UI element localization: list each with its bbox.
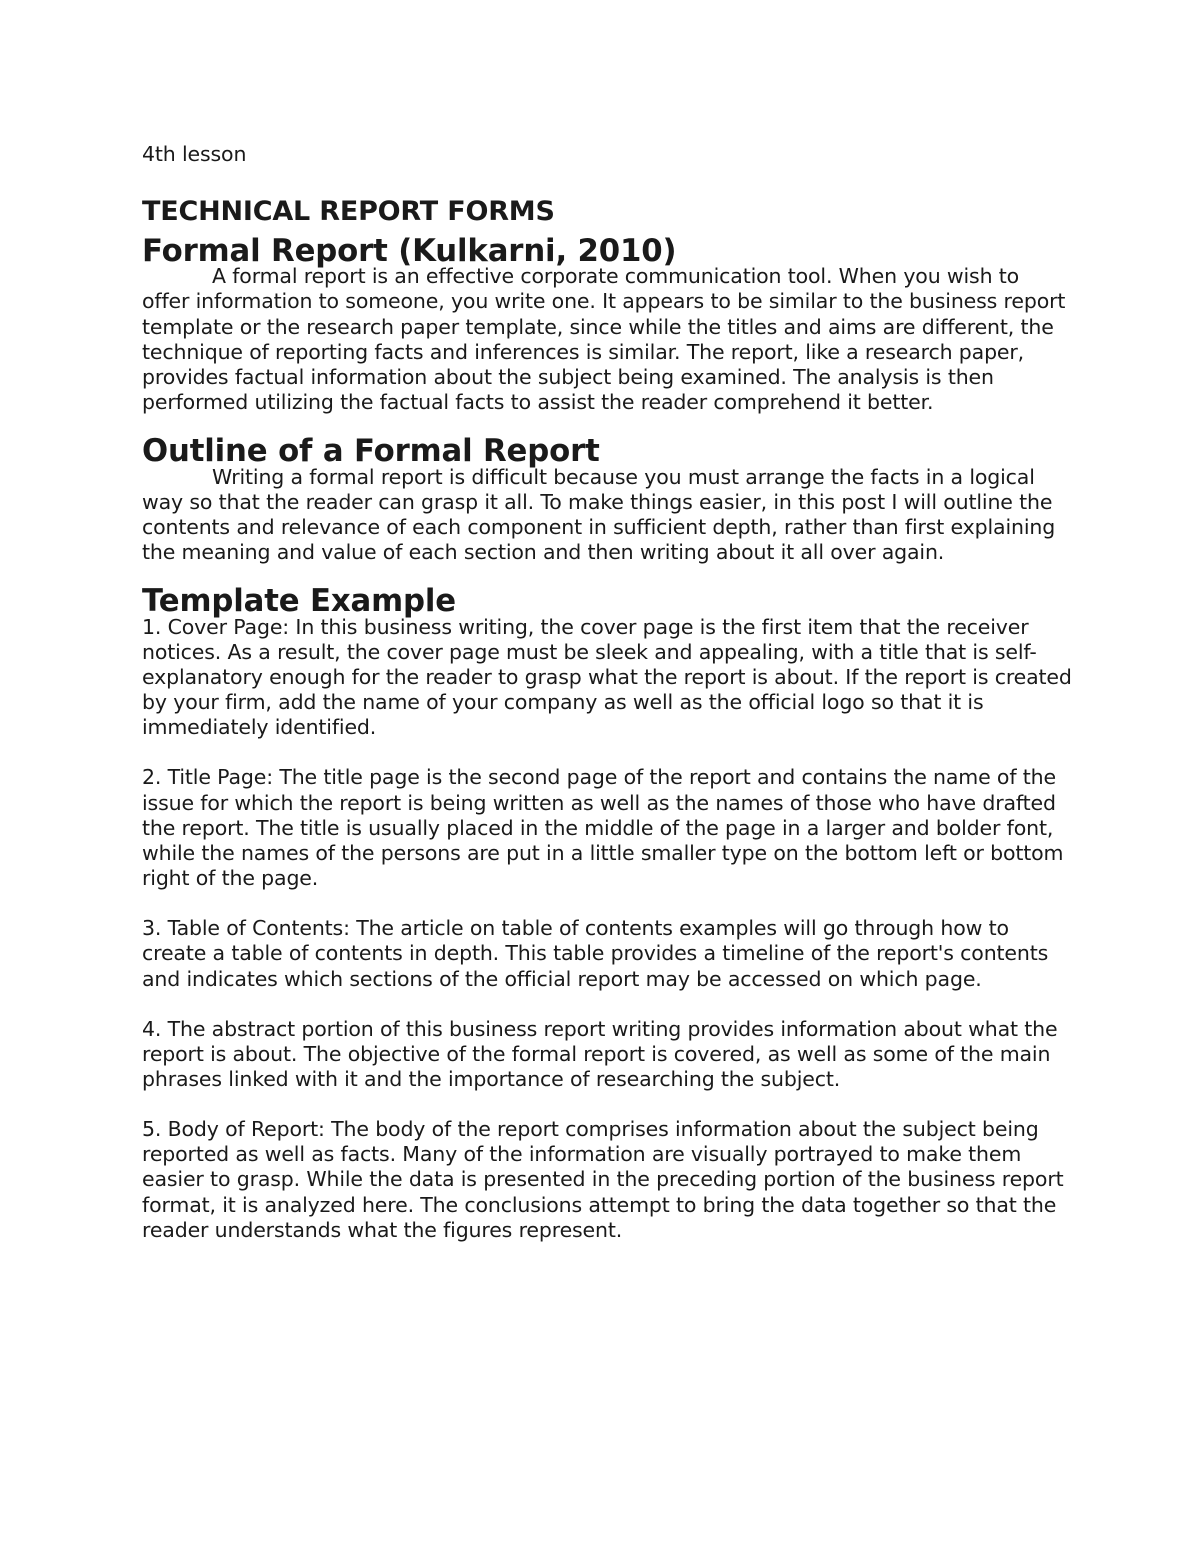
- list-item-abstract: 4. The abstract portion of this business report writing provides information about what the report is about. The objective of the formal report is covered, as well as some of the main phrases linked with it and the importance of researching the subject.: [142, 1016, 1058, 1092]
- list-item-cover-page: 1. Cover Page: In this business writing, the cover page is the first item that the receiver notices. As a result, the cover page must be sleek and appealing, with a title that is self-explanatory enough for the reader to grasp what the report is about. If the report is created by your firm, add the name of your company as well as the official logo so that it is immediately identified.: [142, 614, 1072, 740]
- section-heading-template-example: Template Example: [142, 583, 456, 620]
- list-item-body-of-report: 5. Body of Report: The body of the report comprises information about the subject being reported as well as facts. Many of the information are visually portrayed to make them easier to grasp. While the data is presented in the preceding portion of the business report format, it is analyzed here. The conclusions attempt to bring the data together so that the reader understands what the figures represent.: [142, 1117, 1064, 1242]
- template-example-list: [142, 615, 1072, 1243]
- lesson-label: 4th lesson: [142, 142, 247, 166]
- section-heading-outline: Outline of a Formal Report: [142, 433, 600, 470]
- section-heading-formal-report: Formal Report (Kulkarni, 2010): [142, 233, 677, 269]
- section-body-formal-report: A formal report is an effective corporate communication tool. When you wish to offer information to someone, you write one. It appears to be similar to the business report template or the research paper template, since while the titles and aims are different, the technique of reporting facts and inferences is similar. The report, like a research paper, provides factual information about the subject being examined. The analysis is then performed utilizing the factual facts to assist the reader comprehend it better.: [142, 264, 1066, 415]
- document-title: TECHNICAL REPORT FORMS: [142, 196, 555, 227]
- document-page: [142, 138, 1072, 1243]
- list-item-title-page: 2. Title Page: The title page is the second page of the report and contains the name of the issue for which the report is being written as well as the names of those who have drafted the report. The title is usually placed in the middle of the page in a larger and bolder font, while the names of the persons are put in a little smaller type on the bottom left or bottom right of the page.: [142, 765, 1064, 891]
- section-body-outline: Writing a formal report is difficult because you must arrange the facts in a logical way so that the reader can grasp it all. To make things easier, in this post I will outline the contents and relevance of each component in sufficient depth, rather than first explaining the meaning and value of each section and then writing about it all over again.: [142, 464, 1056, 565]
- list-item-table-of-contents: 3. Table of Contents: The article on table of contents examples will go through how to create a table of contents in depth. This table provides a timeline of the report's contents and indicates which sections of the official report may be accessed on which page.: [142, 916, 1049, 991]
